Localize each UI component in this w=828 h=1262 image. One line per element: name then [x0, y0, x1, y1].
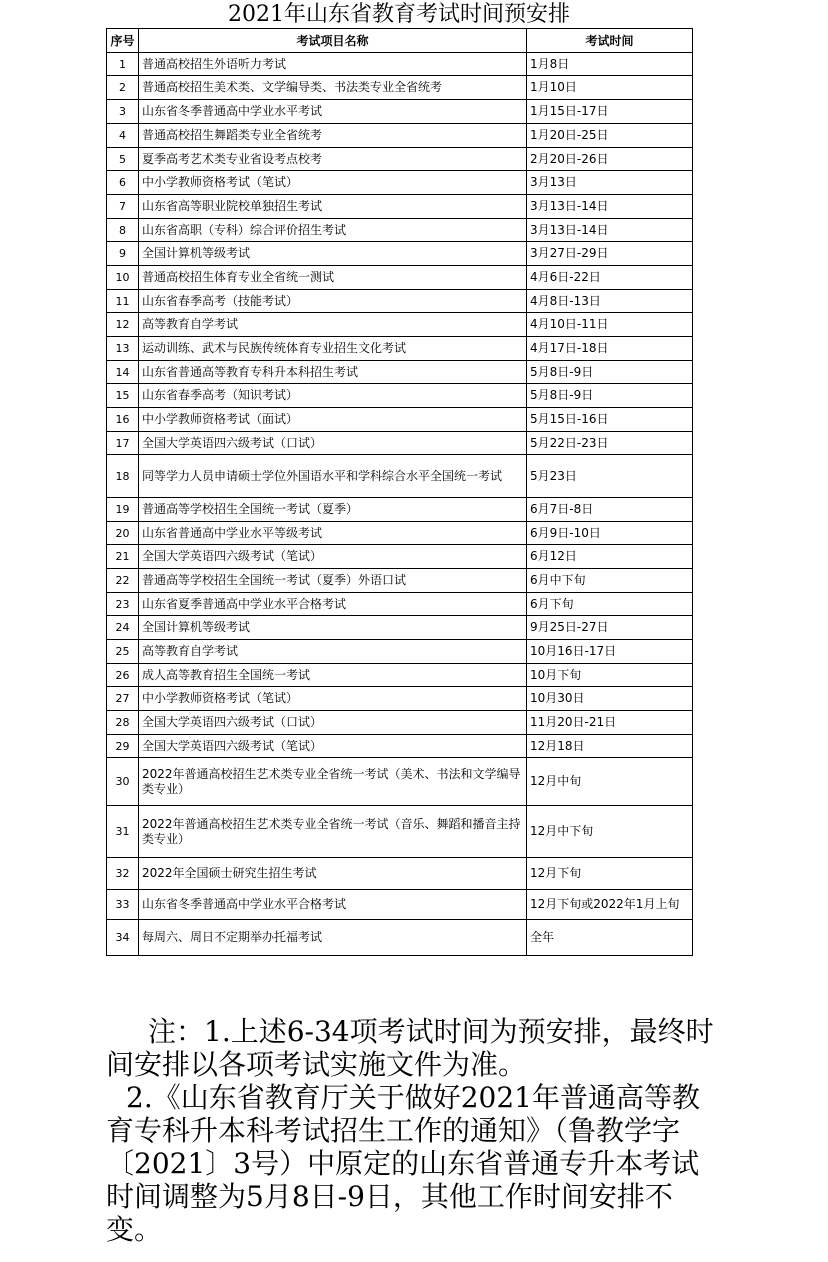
row-number: 4 [107, 124, 139, 148]
exam-name: 普通高校招生体育专业全省统一测试 [139, 266, 527, 290]
table-row [107, 664, 693, 687]
table-row [107, 858, 693, 890]
table-row [107, 432, 693, 455]
note-2: 2.《山东省教育厅关于做好2021年普通高等教育专科升本科考试招生工作的通知》（鲁教学字〔2021〕3号）中原定的山东省普通专升本考试时间调整为5月8日-9日，其他工作时间安排不变。 [106, 1081, 700, 1246]
exam-time: 12月中下旬 [527, 806, 693, 858]
table-row [107, 455, 693, 498]
table-row [107, 53, 693, 76]
exam-name: 普通高校招生美术类、文学编导类、书法类专业全省统考 [139, 76, 527, 100]
table-row [107, 522, 693, 545]
exam-time: 1月20日-25日 [527, 124, 693, 148]
exam-name: 山东省春季高考（技能考试） [139, 290, 527, 313]
row-number: 16 [107, 408, 139, 432]
exam-time: 4月10日-11日 [527, 313, 693, 337]
row-number: 11 [107, 290, 139, 313]
exam-name: 高等教育自学考试 [139, 640, 527, 664]
exam-name: 山东省普通高等教育专科升本科招生考试 [139, 361, 527, 384]
row-number: 27 [107, 687, 139, 711]
row-number: 15 [107, 384, 139, 408]
exam-name: 山东省春季高考（知识考试） [139, 384, 527, 408]
row-number: 22 [107, 569, 139, 593]
header-exam-name: 考试项目名称 [139, 29, 527, 53]
exam-name: 夏季高考艺术类专业省设考点校考 [139, 148, 527, 171]
table-row [107, 687, 693, 711]
exam-time: 10月16日-17日 [527, 640, 693, 664]
table-row [107, 76, 693, 100]
exam-time: 6月7日-8日 [527, 498, 693, 522]
exam-time: 4月8日-13日 [527, 290, 693, 313]
table-row [107, 242, 693, 266]
row-number: 3 [107, 100, 139, 124]
exam-name: 普通高校招生外语听力考试 [139, 53, 527, 76]
exam-name: 全国大学英语四六级考试（口试） [139, 711, 527, 735]
table-row [107, 640, 693, 664]
exam-time: 1月8日 [527, 53, 693, 76]
exam-schedule-table [106, 28, 693, 956]
row-number: 12 [107, 313, 139, 337]
row-number: 7 [107, 195, 139, 219]
row-number: 14 [107, 361, 139, 384]
row-number: 18 [107, 455, 139, 498]
exam-time: 10月30日 [527, 687, 693, 711]
table-row [107, 148, 693, 171]
table-row [107, 569, 693, 593]
table-row [107, 920, 693, 956]
exam-name: 普通高等学校招生全国统一考试（夏季） [139, 498, 527, 522]
exam-name: 中小学教师资格考试（笔试） [139, 171, 527, 195]
table-row [107, 124, 693, 148]
table-row [107, 890, 693, 920]
exam-name: 山东省普通高中学业水平等级考试 [139, 522, 527, 545]
row-number: 9 [107, 242, 139, 266]
table-row [107, 195, 693, 219]
exam-name: 2022年普通高校招生艺术类专业全省统一考试（音乐、舞蹈和播音主持类专业） [139, 806, 527, 858]
exam-time: 6月中下旬 [527, 569, 693, 593]
page-title: 2021年山东省教育考试时间预安排 [228, 2, 570, 27]
row-number: 25 [107, 640, 139, 664]
table-row [107, 361, 693, 384]
exam-time: 3月27日-29日 [527, 242, 693, 266]
exam-name: 山东省冬季普通高中学业水平合格考试 [139, 890, 527, 920]
exam-name: 运动训练、武术与民族传统体育专业招生文化考试 [139, 337, 527, 361]
exam-name: 高等教育自学考试 [139, 313, 527, 337]
table-row [107, 384, 693, 408]
table-row [107, 498, 693, 522]
exam-name: 2022年全国硕士研究生招生考试 [139, 858, 527, 890]
exam-name: 全国大学英语四六级考试（笔试） [139, 735, 527, 758]
row-number: 2 [107, 76, 139, 100]
table-row [107, 616, 693, 640]
exam-time: 11月20日-21日 [527, 711, 693, 735]
row-number: 32 [107, 858, 139, 890]
exam-time: 6月12日 [527, 545, 693, 569]
exam-name: 山东省夏季普通高中学业水平合格考试 [139, 593, 527, 616]
row-number: 28 [107, 711, 139, 735]
row-number: 19 [107, 498, 139, 522]
exam-time: 全年 [527, 920, 693, 956]
exam-name: 成人高等教育招生全国统一考试 [139, 664, 527, 687]
exam-time: 4月17日-18日 [527, 337, 693, 361]
exam-time: 5月15日-16日 [527, 408, 693, 432]
exam-time: 5月23日 [527, 455, 693, 498]
table-body [107, 53, 693, 956]
table-row [107, 313, 693, 337]
table-header-row [107, 29, 693, 53]
table-row [107, 545, 693, 569]
row-number: 30 [107, 758, 139, 806]
exam-name: 全国大学英语四六级考试（笔试） [139, 545, 527, 569]
exam-time: 3月13日-14日 [527, 195, 693, 219]
exam-name: 山东省高等职业院校单独招生考试 [139, 195, 527, 219]
header-exam-time: 考试时间 [527, 29, 693, 53]
exam-time: 6月下旬 [527, 593, 693, 616]
table-row [107, 171, 693, 195]
table-row [107, 337, 693, 361]
exam-name: 全国计算机等级考试 [139, 242, 527, 266]
exam-name: 同等学力人员申请硕士学位外国语水平和学科综合水平全国统一考试 [139, 455, 527, 498]
exam-time: 6月9日-10日 [527, 522, 693, 545]
exam-name: 中小学教师资格考试（面试） [139, 408, 527, 432]
table-row [107, 806, 693, 858]
row-number: 20 [107, 522, 139, 545]
row-number: 31 [107, 806, 139, 858]
exam-time: 5月22日-23日 [527, 432, 693, 455]
row-number: 8 [107, 219, 139, 242]
row-number: 6 [107, 171, 139, 195]
exam-name: 每周六、周日不定期举办托福考试 [139, 920, 527, 956]
exam-time: 5月8日-9日 [527, 361, 693, 384]
row-number: 23 [107, 593, 139, 616]
exam-name: 山东省高职（专科）综合评价招生考试 [139, 219, 527, 242]
row-number: 10 [107, 266, 139, 290]
table-row [107, 758, 693, 806]
row-number: 17 [107, 432, 139, 455]
exam-name: 全国计算机等级考试 [139, 616, 527, 640]
header-number: 序号 [107, 29, 139, 53]
row-number: 34 [107, 920, 139, 956]
note-1: 注：1.上述6-34项考试时间为预安排，最终时间安排以各项考试实施文件为准。 [106, 1015, 714, 1081]
notes-section [106, 1015, 726, 1246]
exam-time: 10月下旬 [527, 664, 693, 687]
exam-time: 12月下旬或2022年1月上旬 [527, 890, 693, 920]
exam-name: 2022年普通高校招生艺术类专业全省统一考试（美术、书法和文学编导类专业） [139, 758, 527, 806]
exam-time: 2月20日-26日 [527, 148, 693, 171]
exam-name: 中小学教师资格考试（笔试） [139, 687, 527, 711]
row-number: 33 [107, 890, 139, 920]
table-row [107, 735, 693, 758]
table-row [107, 593, 693, 616]
exam-time: 9月25日-27日 [527, 616, 693, 640]
row-number: 1 [107, 53, 139, 76]
table-row [107, 100, 693, 124]
exam-name: 普通高校招生舞蹈类专业全省统考 [139, 124, 527, 148]
exam-time: 1月15日-17日 [527, 100, 693, 124]
exam-time: 12月中旬 [527, 758, 693, 806]
row-number: 26 [107, 664, 139, 687]
exam-time: 3月13日-14日 [527, 219, 693, 242]
exam-time: 4月6日-22日 [527, 266, 693, 290]
row-number: 21 [107, 545, 139, 569]
row-number: 5 [107, 148, 139, 171]
table-row [107, 266, 693, 290]
row-number: 13 [107, 337, 139, 361]
table-row [107, 290, 693, 313]
exam-name: 全国大学英语四六级考试（口试） [139, 432, 527, 455]
exam-time: 1月10日 [527, 76, 693, 100]
row-number: 29 [107, 735, 139, 758]
table-row [107, 219, 693, 242]
exam-time: 12月18日 [527, 735, 693, 758]
exam-time: 3月13日 [527, 171, 693, 195]
table-row [107, 408, 693, 432]
exam-time: 5月8日-9日 [527, 384, 693, 408]
exam-name: 普通高等学校招生全国统一考试（夏季）外语口试 [139, 569, 527, 593]
exam-time: 12月下旬 [527, 858, 693, 890]
table-row [107, 711, 693, 735]
exam-name: 山东省冬季普通高中学业水平考试 [139, 100, 527, 124]
row-number: 24 [107, 616, 139, 640]
